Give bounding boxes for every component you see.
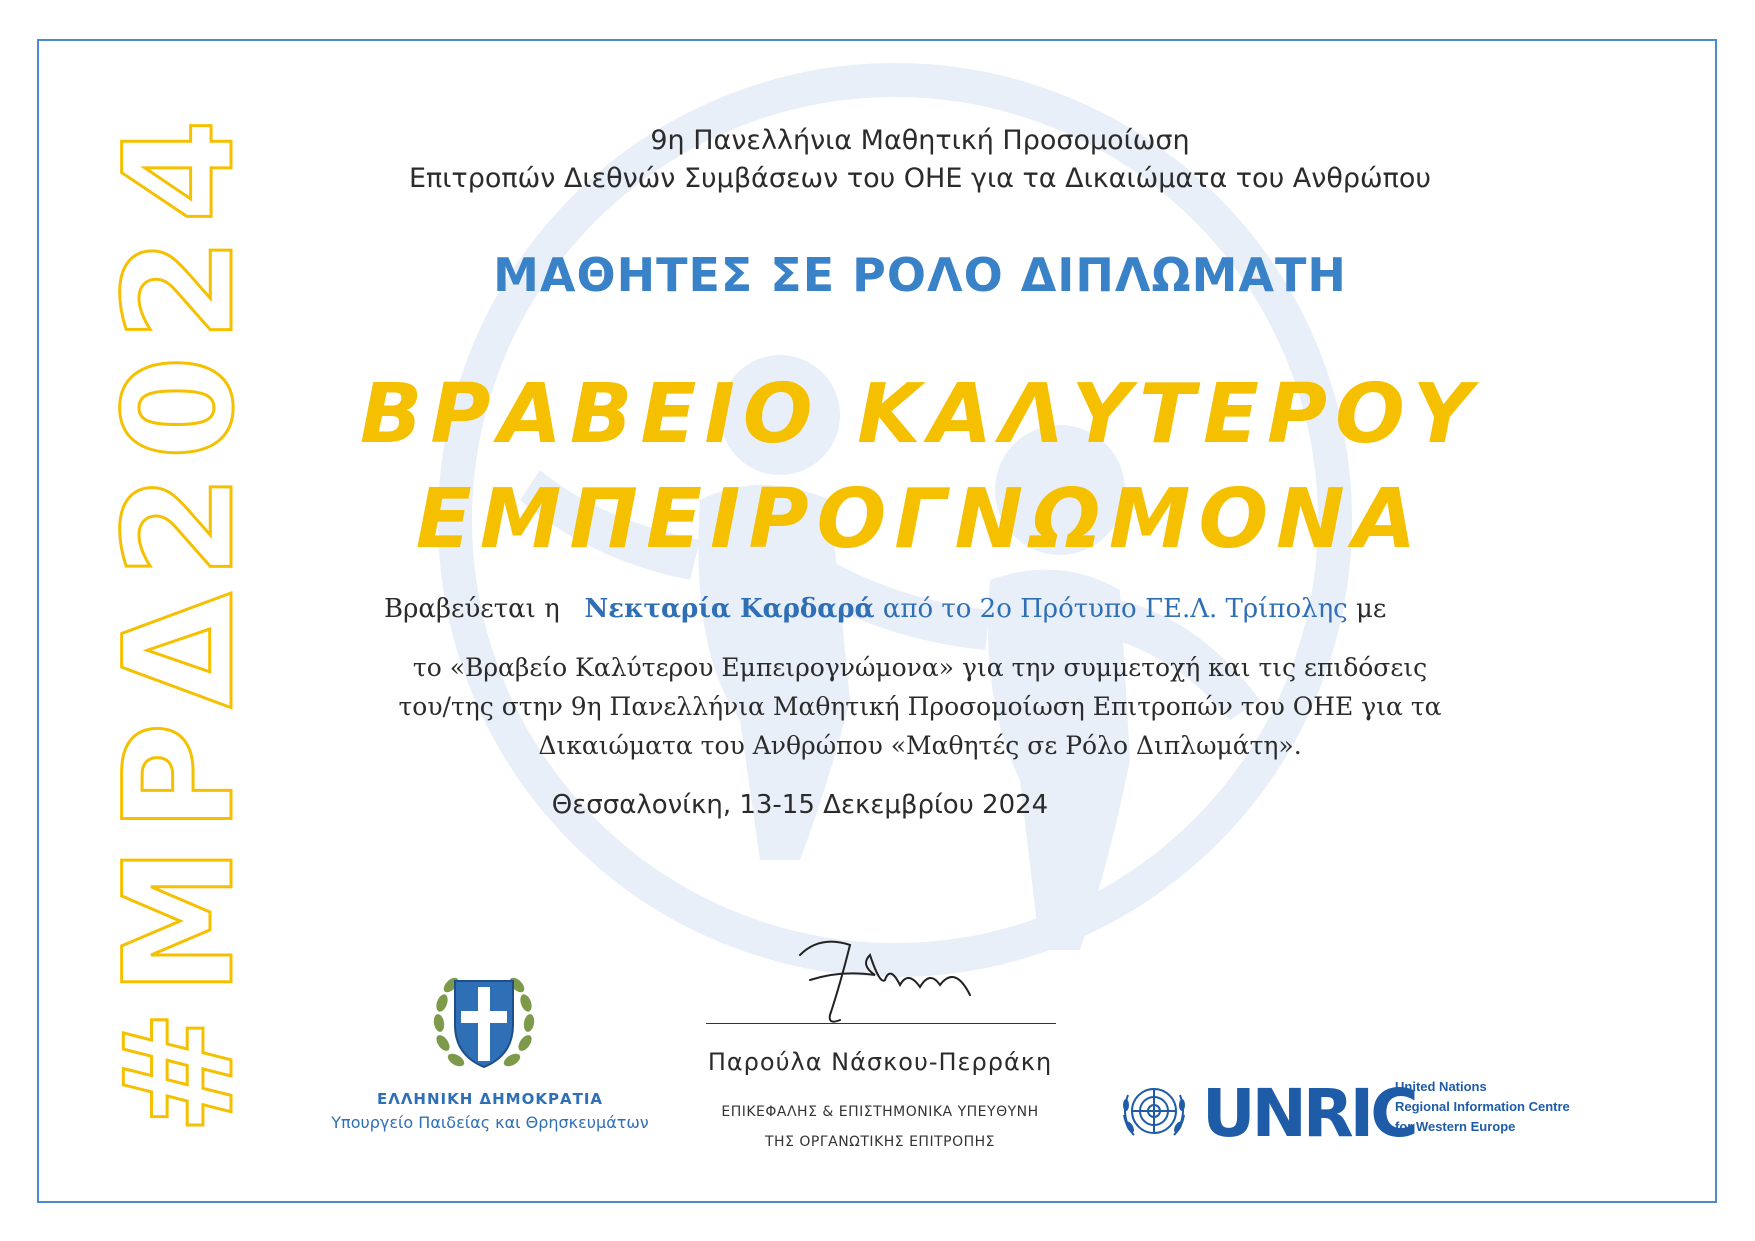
- unric-logo-text: UNRIC: [1202, 1075, 1415, 1152]
- signer-role-line-1: ΕΠΙΚΕΦΑΛΗΣ & ΕΠΙΣΤΗΜΟΝΙΚΑ ΥΠΕΥΘΥΝΗ: [721, 1104, 1039, 1120]
- unric-logo: [1200, 1070, 1415, 1154]
- ministry-name: Υπουργείο Παιδείας και Θρησκευμάτων: [331, 1113, 649, 1132]
- signer-name: Παρούλα Νάσκου-Περράκη: [707, 1048, 1053, 1076]
- unric-description: [1395, 1077, 1570, 1137]
- recipient-school: από το 2ο Πρότυπο ΓΕ.Λ. Τρίπολης: [882, 594, 1348, 624]
- recipient-name: Νεκταρία Καρδαρά: [584, 594, 875, 624]
- place-date: Θεσσαλονίκη, 13-15 Δεκεμβρίου 2024: [551, 790, 1049, 820]
- ministry-country: ΕΛΛΗΝΙΚΗ ΔΗΜΟΚΡΑΤΙΑ: [376, 1090, 604, 1108]
- event-title-line-1: 9η Πανελλήνια Μαθητική Προσομοίωση: [650, 125, 1190, 156]
- award-title-line-2: ΕΜΠΕΙΡΟΓΝΩΜΟΝΑ: [415, 472, 1425, 567]
- side-hashtag: #ΜΡΔ2024: [93, 104, 267, 1136]
- signature-icon: [780, 925, 990, 1035]
- description-line-2: του/της στην 9η Πανελλήνια Μαθητική Προσομοίωση Επιτροπών του ΟΗΕ για τα: [398, 692, 1442, 721]
- description-line-3: Δικαιώματα του Ανθρώπου «Μαθητές σε Ρόλο Διπλωμάτη».: [538, 731, 1302, 760]
- unric-line-1: United Nations: [1395, 1079, 1487, 1094]
- unric-line-3: for Western Europe: [1395, 1119, 1516, 1134]
- unric-line-2: Regional Information Centre: [1395, 1099, 1570, 1114]
- event-title-line-2: Επιτροπών Διεθνών Συμβάσεων του ΟΗΕ για τα Δικαιώματα του Ανθρώπου: [408, 163, 1432, 194]
- recipient-line: [384, 594, 1386, 624]
- award-description: [300, 648, 1540, 765]
- greek-coat-of-arms-icon: [425, 963, 543, 1081]
- un-emblem-icon: [1118, 1075, 1190, 1147]
- program-subtitle: ΜΑΘΗΤΕΣ ΣΕ ΡΟΛΟ ΔΙΠΛΩΜΑΤΗ: [493, 248, 1347, 302]
- signature-line: [706, 1023, 1056, 1024]
- award-title-line-1: ΒΡΑΒΕΙΟ ΚΑΛΥΤΕΡΟΥ: [359, 367, 1481, 462]
- description-line-1: το «Βραβείο Καλύτερου Εμπειρογνώμονα» για την συμμετοχή και τις επιδόσεις: [412, 653, 1428, 682]
- signer-role-line-2: ΤΗΣ ΟΡΓΑΝΩΤΙΚΗΣ ΕΠΙΤΡΟΠΗΣ: [765, 1134, 995, 1150]
- recipient-prefix: Βραβεύεται η: [384, 594, 560, 624]
- recipient-suffix: με: [1355, 594, 1387, 624]
